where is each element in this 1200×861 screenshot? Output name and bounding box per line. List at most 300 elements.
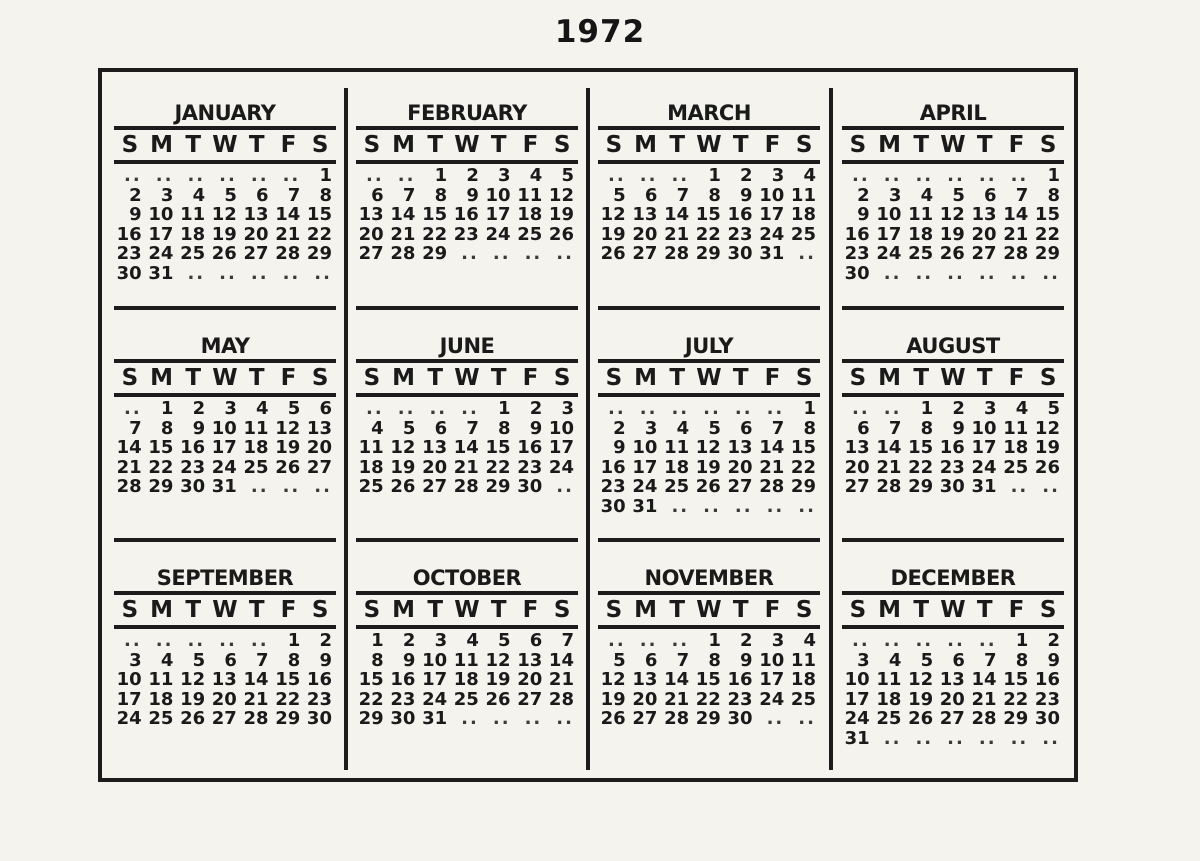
day-cell: 22 <box>695 223 721 245</box>
day-cell: 9 <box>319 649 332 671</box>
day-cell: 28 <box>116 476 142 498</box>
day-cell: 24 <box>211 456 237 478</box>
empty-day-cell: .. <box>766 495 785 517</box>
day-cell: 11 <box>180 204 206 226</box>
day-cell: 21 <box>971 688 997 710</box>
weekday-label: W <box>696 597 722 623</box>
day-cell: 7 <box>984 649 997 671</box>
weekday-label: M <box>634 132 657 158</box>
day-cell: 24 <box>632 476 658 498</box>
weekday-header-row <box>598 363 820 393</box>
day-cell: 11 <box>243 417 269 439</box>
empty-day-cell: .. <box>187 262 206 284</box>
empty-day-cell: .. <box>250 630 269 651</box>
day-cell: 7 <box>256 649 269 671</box>
day-cell: 19 <box>211 223 237 245</box>
weekday-label: T <box>248 132 265 158</box>
weekday-header-row <box>356 130 578 160</box>
day-cell: 24 <box>485 223 511 245</box>
weekday-label: S <box>795 132 813 158</box>
weekday-label: S <box>1039 132 1057 158</box>
day-cell: 28 <box>664 708 690 730</box>
empty-day-cell: .. <box>397 398 416 419</box>
empty-day-cell: .. <box>124 398 142 419</box>
weekday-label: T <box>427 132 444 158</box>
day-cell: 23 <box>306 688 332 710</box>
day-cell: 25 <box>180 243 206 265</box>
weekday-label: W <box>696 365 722 391</box>
weekday-label: M <box>878 365 901 391</box>
header-rule <box>356 160 578 164</box>
empty-day-cell: .. <box>366 398 384 419</box>
day-cell: 8 <box>287 649 301 671</box>
day-cell: 26 <box>600 243 626 265</box>
day-cell: 3 <box>498 165 511 186</box>
day-cell: 12 <box>600 669 626 691</box>
day-cell: 28 <box>243 708 269 730</box>
day-cell: 17 <box>485 204 511 226</box>
weekday-label: M <box>392 597 415 623</box>
month-name: NOVEMBER <box>644 566 774 590</box>
day-cell: 19 <box>548 204 574 226</box>
day-cell: 15 <box>1034 204 1060 226</box>
day-cell: 16 <box>727 669 753 691</box>
day-cell: 29 <box>695 243 721 265</box>
empty-day-cell: .. <box>187 630 206 651</box>
day-cell: 9 <box>952 417 965 439</box>
day-cell: 29 <box>358 708 384 730</box>
day-cell: 22 <box>695 688 721 710</box>
empty-day-cell: .. <box>883 727 902 749</box>
day-grid <box>356 166 578 264</box>
day-cell: 13 <box>243 204 269 226</box>
calendar-year-title: 1972 <box>554 14 646 50</box>
day-cell: 5 <box>920 649 934 671</box>
empty-day-cell: .. <box>314 262 332 284</box>
weekday-label: M <box>634 365 657 391</box>
empty-day-cell: .. <box>282 262 301 284</box>
day-cell: 19 <box>180 688 206 710</box>
day-cell: 3 <box>561 398 574 419</box>
day-cell: 6 <box>857 417 870 439</box>
empty-day-cell: .. <box>219 630 237 651</box>
day-cell: 18 <box>180 223 206 245</box>
day-cell: 30 <box>727 708 753 730</box>
day-cell: 6 <box>371 184 384 206</box>
weekday-label: S <box>553 365 571 391</box>
day-cell: 31 <box>759 243 785 265</box>
day-cell: 24 <box>548 456 574 478</box>
weekday-header-row <box>356 363 578 393</box>
day-cell: 22 <box>485 456 511 478</box>
day-cell: 25 <box>908 243 934 265</box>
day-cell: 19 <box>600 223 626 245</box>
day-cell: 17 <box>759 204 785 226</box>
day-cell: 29 <box>422 243 448 265</box>
day-cell: 22 <box>306 223 332 245</box>
day-cell: 6 <box>319 398 332 419</box>
day-cell: 5 <box>952 184 965 206</box>
day-cell: 28 <box>275 243 301 265</box>
empty-day-cell: .. <box>703 495 721 517</box>
month-name: AUGUST <box>906 334 1000 358</box>
day-cell: 9 <box>740 184 753 206</box>
day-cell: 12 <box>695 437 721 459</box>
empty-day-cell: .. <box>366 165 384 186</box>
header-rule <box>114 393 336 397</box>
day-cell: 27 <box>939 708 965 730</box>
day-cell: 2 <box>529 398 543 419</box>
month-march <box>598 100 820 264</box>
empty-day-cell: .. <box>978 727 997 749</box>
day-cell: 1 <box>708 165 721 186</box>
day-cell: 3 <box>888 184 902 206</box>
day-cell: 26 <box>1034 456 1060 478</box>
day-cell: 25 <box>876 708 902 730</box>
day-cell: 24 <box>422 688 448 710</box>
empty-day-cell: .. <box>915 630 934 651</box>
day-cell: 30 <box>1034 708 1060 730</box>
day-cell: 22 <box>358 688 384 710</box>
day-cell: 19 <box>390 456 416 478</box>
day-cell: 28 <box>971 708 997 730</box>
day-cell: 23 <box>939 456 965 478</box>
header-rule <box>356 625 578 629</box>
day-cell: 31 <box>211 476 237 498</box>
day-cell: 21 <box>664 223 690 245</box>
weekday-label: T <box>976 365 993 391</box>
day-cell: 12 <box>390 437 416 459</box>
weekday-label: S <box>311 132 329 158</box>
day-cell: 18 <box>664 456 690 478</box>
empty-day-cell: .. <box>883 262 902 284</box>
day-cell: 27 <box>632 243 658 265</box>
day-cell: 3 <box>771 630 785 651</box>
day-cell: 22 <box>275 688 301 710</box>
day-cell: 25 <box>790 223 816 245</box>
day-cell: 3 <box>434 630 448 651</box>
day-cell: 27 <box>632 708 658 730</box>
weekday-label: M <box>150 132 173 158</box>
day-cell: 17 <box>148 223 174 245</box>
day-cell: 5 <box>1047 398 1060 419</box>
day-cell: 15 <box>422 204 448 226</box>
month-name: APRIL <box>919 101 987 125</box>
day-cell: 1 <box>803 398 816 419</box>
day-cell: 21 <box>759 456 785 478</box>
empty-day-cell: .. <box>766 398 785 419</box>
day-cell: 4 <box>529 165 543 186</box>
day-cell: 5 <box>613 184 626 206</box>
day-cell: 6 <box>644 649 658 671</box>
day-cell: 24 <box>876 243 902 265</box>
weekday-label: M <box>878 597 901 623</box>
day-cell: 16 <box>116 223 142 245</box>
day-cell: 15 <box>275 669 301 691</box>
day-cell: 22 <box>148 456 174 478</box>
weekday-label: M <box>150 365 173 391</box>
day-grid <box>356 631 578 729</box>
day-cell: 20 <box>632 688 658 710</box>
day-cell: 14 <box>116 437 142 459</box>
month-name: JANUARY <box>174 101 276 125</box>
day-cell: 21 <box>390 223 416 245</box>
empty-day-cell: .. <box>461 708 479 730</box>
day-cell: 10 <box>876 204 902 226</box>
day-cell: 1 <box>1047 165 1060 186</box>
weekday-label: S <box>795 365 813 391</box>
day-cell: 29 <box>1034 243 1060 265</box>
day-cell: 29 <box>485 476 511 498</box>
weekday-label: F <box>522 597 539 623</box>
empty-day-cell: .. <box>734 398 753 419</box>
day-cell: 11 <box>664 437 690 459</box>
day-cell: 20 <box>939 688 965 710</box>
day-cell: 12 <box>939 204 965 226</box>
day-cell: 8 <box>708 184 721 206</box>
header-rule <box>598 393 820 397</box>
day-cell: 14 <box>275 204 301 226</box>
day-cell: 27 <box>358 243 384 265</box>
day-cell: 28 <box>1003 243 1029 265</box>
empty-day-cell: .. <box>639 165 658 186</box>
weekday-label: T <box>185 132 202 158</box>
weekday-label: W <box>212 597 238 623</box>
weekday-label: S <box>121 365 139 391</box>
day-cell: 13 <box>844 437 870 459</box>
weekday-label: T <box>913 132 930 158</box>
day-cell: 23 <box>1034 688 1060 710</box>
day-cell: 4 <box>803 630 816 651</box>
day-grid <box>356 399 578 497</box>
empty-day-cell: .. <box>639 630 658 651</box>
day-cell: 7 <box>402 184 416 206</box>
day-cell: 3 <box>984 398 997 419</box>
day-cell: 30 <box>306 708 332 730</box>
empty-day-cell: .. <box>608 630 626 651</box>
weekday-label: T <box>490 365 507 391</box>
day-cell: 18 <box>243 437 269 459</box>
day-cell: 11 <box>1003 417 1029 439</box>
day-cell: 23 <box>180 456 206 478</box>
day-cell: 20 <box>422 456 448 478</box>
empty-day-cell: .. <box>703 398 721 419</box>
day-cell: 19 <box>695 456 721 478</box>
empty-day-cell: .. <box>798 708 816 730</box>
weekday-label: T <box>185 597 202 623</box>
day-cell: 13 <box>632 204 658 226</box>
day-cell: 12 <box>180 669 206 691</box>
day-cell: 15 <box>1003 669 1029 691</box>
weekday-label: S <box>311 597 329 623</box>
month-june <box>356 333 578 497</box>
day-cell: 1 <box>434 165 448 186</box>
day-cell: 11 <box>517 184 543 206</box>
day-cell: 31 <box>844 727 870 749</box>
day-cell: 11 <box>790 649 816 671</box>
day-cell: 12 <box>908 669 934 691</box>
header-rule <box>356 393 578 397</box>
day-cell: 26 <box>939 243 965 265</box>
day-cell: 16 <box>1034 669 1060 691</box>
empty-day-cell: .. <box>1042 476 1060 498</box>
day-cell: 26 <box>600 708 626 730</box>
day-cell: 3 <box>771 165 785 186</box>
day-cell: 2 <box>740 630 753 651</box>
day-cell: 7 <box>466 417 479 439</box>
day-cell: 24 <box>759 688 785 710</box>
day-cell: 5 <box>402 417 416 439</box>
day-cell: 18 <box>908 223 934 245</box>
day-cell: 27 <box>517 688 543 710</box>
day-cell: 6 <box>529 630 543 651</box>
day-cell: 18 <box>790 204 816 226</box>
weekday-label: F <box>280 597 297 623</box>
weekday-label: F <box>280 132 297 158</box>
day-cell: 7 <box>561 630 574 651</box>
month-may <box>114 333 336 497</box>
weekday-header-row <box>842 130 1064 160</box>
day-cell: 1 <box>708 630 721 651</box>
empty-day-cell: .. <box>671 495 690 517</box>
day-cell: 22 <box>790 456 816 478</box>
day-cell: 10 <box>148 204 174 226</box>
day-cell: 26 <box>548 223 574 245</box>
empty-day-cell: .. <box>798 243 816 265</box>
day-cell: 23 <box>844 243 870 265</box>
day-cell: 28 <box>548 688 574 710</box>
weekday-label: T <box>248 597 265 623</box>
weekday-label: F <box>522 365 539 391</box>
day-cell: 10 <box>116 669 142 691</box>
day-cell: 17 <box>759 669 785 691</box>
day-cell: 23 <box>600 476 626 498</box>
day-cell: 6 <box>644 184 658 206</box>
day-cell: 28 <box>876 476 902 498</box>
day-cell: 16 <box>390 669 416 691</box>
weekday-label: F <box>764 597 781 623</box>
empty-day-cell: .. <box>947 630 965 651</box>
empty-day-cell: .. <box>397 165 416 186</box>
day-cell: 21 <box>1003 223 1029 245</box>
day-cell: 16 <box>453 204 479 226</box>
weekday-label: M <box>878 132 901 158</box>
day-cell: 7 <box>129 417 142 439</box>
day-cell: 3 <box>857 649 870 671</box>
day-grid <box>842 631 1064 749</box>
weekday-header-row <box>598 595 820 625</box>
empty-day-cell: .. <box>608 398 626 419</box>
day-cell: 2 <box>952 398 965 419</box>
day-cell: 17 <box>876 223 902 245</box>
day-cell: 8 <box>319 184 332 206</box>
day-cell: 8 <box>160 417 174 439</box>
month-december <box>842 565 1064 749</box>
day-cell: 21 <box>243 688 269 710</box>
day-cell: 9 <box>192 417 206 439</box>
empty-day-cell: .. <box>734 495 753 517</box>
day-cell: 18 <box>358 456 384 478</box>
weekday-label: M <box>634 597 657 623</box>
weekday-label: M <box>392 132 415 158</box>
day-cell: 16 <box>727 204 753 226</box>
day-cell: 5 <box>287 398 301 419</box>
day-cell: 18 <box>453 669 479 691</box>
day-cell: 16 <box>939 437 965 459</box>
month-name: MAY <box>200 334 250 358</box>
day-cell: 3 <box>224 398 237 419</box>
day-cell: 3 <box>129 649 142 671</box>
day-cell: 7 <box>287 184 301 206</box>
day-cell: 13 <box>632 669 658 691</box>
day-cell: 14 <box>548 649 574 671</box>
day-cell: 29 <box>790 476 816 498</box>
day-cell: 4 <box>192 184 206 206</box>
day-cell: 12 <box>485 649 511 671</box>
day-cell: 14 <box>664 669 690 691</box>
day-cell: 6 <box>740 417 753 439</box>
day-cell: 23 <box>727 223 753 245</box>
weekday-label: S <box>363 365 381 391</box>
day-cell: 4 <box>371 417 384 439</box>
day-cell: 20 <box>243 223 269 245</box>
day-cell: 17 <box>548 437 574 459</box>
empty-day-cell: .. <box>556 243 574 265</box>
weekday-header-row <box>114 595 336 625</box>
empty-day-cell: .. <box>124 630 142 651</box>
day-cell: 4 <box>888 649 902 671</box>
empty-day-cell: .. <box>492 243 511 265</box>
empty-day-cell: .. <box>852 630 870 651</box>
weekday-label: T <box>669 365 686 391</box>
empty-day-cell: .. <box>461 398 479 419</box>
day-cell: 11 <box>358 437 384 459</box>
column-divider <box>586 88 590 770</box>
weekday-label: T <box>490 132 507 158</box>
day-cell: 30 <box>600 495 626 517</box>
weekday-label: S <box>849 365 867 391</box>
weekday-label: W <box>454 597 480 623</box>
column-divider <box>344 88 348 770</box>
day-cell: 1 <box>319 165 332 186</box>
day-cell: 26 <box>695 476 721 498</box>
empty-day-cell: .. <box>915 727 934 749</box>
day-cell: 13 <box>422 437 448 459</box>
weekday-label: F <box>280 365 297 391</box>
day-cell: 2 <box>402 630 416 651</box>
day-cell: 9 <box>740 649 753 671</box>
day-cell: 21 <box>275 223 301 245</box>
day-cell: 17 <box>632 456 658 478</box>
day-cell: 2 <box>740 165 753 186</box>
day-cell: 1 <box>498 398 511 419</box>
empty-day-cell: .. <box>250 476 269 498</box>
weekday-label: W <box>454 132 480 158</box>
empty-day-cell: .. <box>250 262 269 284</box>
weekday-label: S <box>121 132 139 158</box>
day-cell: 15 <box>485 437 511 459</box>
empty-day-cell: .. <box>155 165 174 186</box>
day-cell: 10 <box>971 417 997 439</box>
day-cell: 18 <box>876 688 902 710</box>
day-cell: 4 <box>256 398 269 419</box>
day-cell: 29 <box>695 708 721 730</box>
weekday-label: T <box>427 365 444 391</box>
day-cell: 18 <box>790 669 816 691</box>
empty-day-cell: .. <box>429 398 448 419</box>
day-cell: 21 <box>876 456 902 478</box>
weekday-header-row <box>356 595 578 625</box>
